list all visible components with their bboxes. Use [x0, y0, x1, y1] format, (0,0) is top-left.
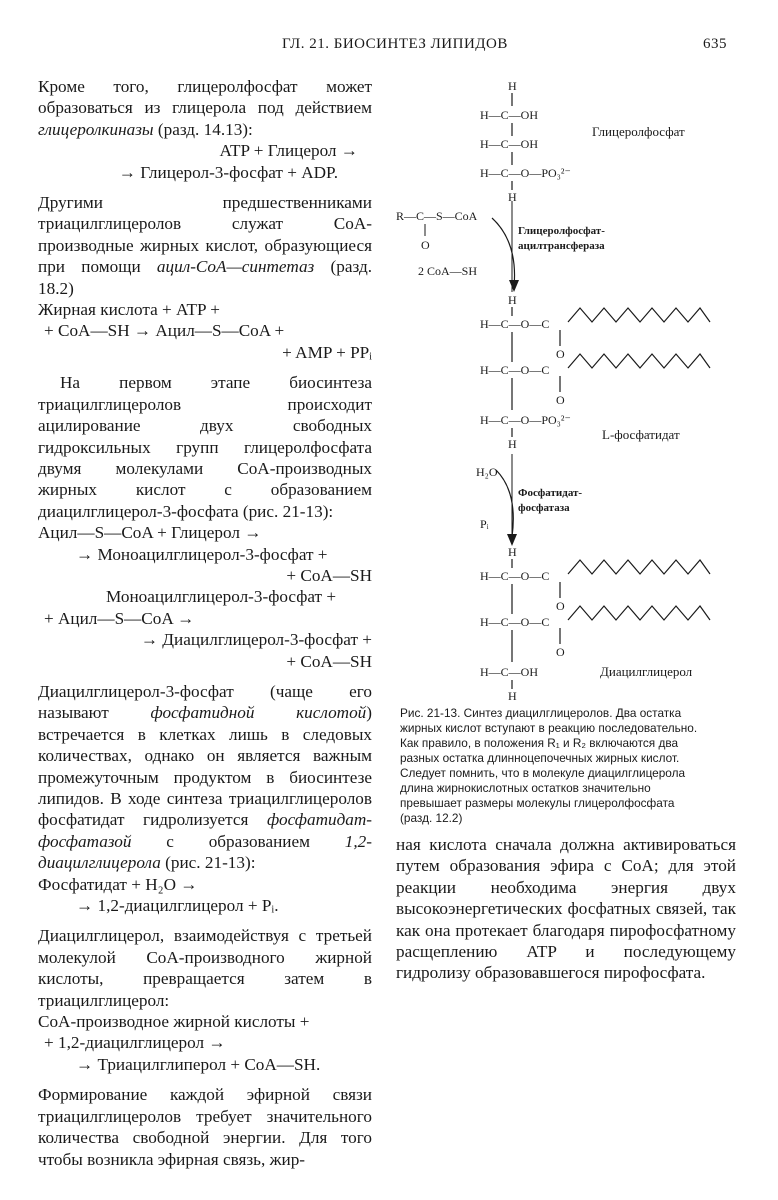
- svg-text:H—C—O—C: H—C—O—C: [480, 363, 550, 377]
- left-column: [38, 76, 372, 1170]
- svg-text:H—C—O—C: H—C—O—C: [480, 317, 550, 331]
- equation-line: → 1,2-диацилглицерол + Pᵢ.: [76, 896, 279, 916]
- svg-text:O: O: [556, 645, 565, 659]
- svg-text:O: O: [556, 599, 565, 613]
- equation-line: Ацил—S—CoA + Глицерол →: [38, 523, 262, 543]
- acyl-coa: R—C—S—CoA: [396, 209, 478, 223]
- equation-line: → Триацилглиперол + CoA—SH.: [76, 1054, 321, 1074]
- svg-text:H—C—O—C: H—C—O—C: [480, 569, 550, 583]
- running-header-title: ГЛ. 21. БИОСИНТЕЗ ЛИПИДОВ: [282, 36, 508, 52]
- label-glycerolphosphate: Глицеролфосфат: [592, 124, 685, 139]
- svg-text:O: O: [556, 347, 565, 361]
- right-column-paragraph: ная кислота сначала должна активироваться путем образования эфира с CoA; для этой реакции необходима энергия двух высокоэнергетических фосфатных связей, так как она протекает благодаря пирофосфатному расщеплению ATP и последующему гидролизу образовавшегося пирофосфата.: [396, 835, 736, 983]
- svg-text:H—C—OH: H—C—OH: [480, 137, 539, 151]
- enzyme2: Фосфатидат-: [518, 487, 583, 499]
- coa-sh: 2 CoA—SH: [418, 264, 478, 278]
- figure-caption: Рис. 21-13. Синтез диацилглицеролов. Два остатка жирных кислот вступают в реакцию последовательно. Как правило, в положения R₁ и R₂ включаются два разных остатка длинноцепочечных жирных кислот. Следует помнить, что в молекуле диацилглицерола длина жирнокислотных остатков значительно превышает размеры молекулы глицеролфосфата (разд. 12.2): [400, 706, 698, 825]
- equation-line: + CoA—SH: [286, 565, 372, 585]
- svg-text:H—C—O—PO₃²⁻: H—C—O—PO₃²⁻: [480, 413, 571, 427]
- equation-line: Жирная кислота + ATP +: [38, 300, 220, 320]
- svg-text:фосфатаза: фосфатаза: [518, 502, 570, 514]
- svg-text:H: H: [508, 293, 517, 307]
- equation-line: + CoA—SH → Ацил—S—CoA +: [44, 321, 285, 341]
- carbonyl-oxygen: O: [421, 238, 430, 252]
- svg-text:H—C—O—C: H—C—O—C: [480, 615, 550, 629]
- phosphate: Pᵢ: [480, 517, 489, 531]
- reaction-figure: [388, 82, 738, 702]
- svg-text:H: H: [508, 190, 517, 204]
- equation-line: → Моноацилглицерол-3-фосфат +: [76, 544, 328, 564]
- equation-line: + AMP + PPᵢ: [282, 342, 372, 362]
- equation-line: → Глицерол-3-фосфат + ADP.: [118, 162, 338, 182]
- equation-line: ATP + Глицерол →: [219, 141, 358, 161]
- label-diacylglycerol: Диацилглицерол: [600, 664, 693, 679]
- equation-line: + 1,2-диацилглицерол →: [44, 1033, 226, 1053]
- paragraph: Диацилглицерол-3-фосфат (чаще его называют фосфатидной кислотой) встречается в клетках лишь в следовых количествах, однако он является важным промежуточным продуктом в биосинтезе липидов. В ходе синтеза триацилглицеролов фосфатидат гидролизуется фосфатидат-фосфатазой с образованием 1,2-диацилглицерола (рис. 21-13):: [38, 681, 372, 873]
- paragraph: Кроме того, глицеролфосфат может образоваться из глицерола под действием глицеролкиназы (разд. 14.13):: [38, 77, 372, 139]
- paragraph: Формирование каждой эфирной связи триацилглицеролов требует значительного количества свободной энергии. Для того чтобы возникла эфирная связь, жир-: [38, 1085, 372, 1169]
- svg-text:H: H: [508, 437, 517, 451]
- equation-line: + Ацил—S—CoA →: [44, 608, 195, 628]
- svg-text:H—C—OH: H—C—OH: [480, 108, 539, 122]
- svg-text:H: H: [508, 545, 517, 559]
- equation-line: → Диацилглицерол-3-фосфат +: [140, 630, 372, 650]
- equation-line: + CoA—SH: [286, 651, 372, 671]
- equation-line: Фосфатидат + H₂O →: [38, 874, 198, 894]
- svg-text:H—C—OH: H—C—OH: [480, 665, 539, 679]
- water: H₂O: [476, 465, 498, 479]
- reaction-arrow-2: [496, 470, 513, 537]
- svg-text:ацилтрансфераза: ацилтрансфераза: [518, 240, 605, 252]
- page-number: 635: [703, 36, 727, 52]
- equation-line: CoA-производное жирной кислоты +: [38, 1012, 310, 1032]
- svg-text:H: H: [508, 689, 517, 702]
- paragraph: Диацилглицерол, взаимодействуя с третьей молекулой CoA-производного жирной кислоты, превращается затем в триацилглицерол:: [38, 926, 372, 1010]
- paragraph: На первом этапе биосинтеза триацилглицеролов происходит ацилирование двух свободных гидроксильных групп глицеролфосфата двумя молекулами CoA-производных жирных кислот с образованием диацилглицерол-3-фосфата (рис. 21-13):: [38, 373, 372, 521]
- structure-glycerolphosphate: [480, 82, 571, 204]
- svg-text:H—C—O—PO₃²⁻: H—C—O—PO₃²⁻: [480, 166, 571, 180]
- reaction-arrow-1: [492, 218, 515, 287]
- label-phosphatidate: L-фосфатидат: [602, 427, 680, 442]
- paragraph: Другими предшественниками триацилглицеролов служат CoA-производные жирных кислот, образующиеся при помощи ацил-CoA—синтетаз (разд. 18.2): [38, 193, 372, 298]
- equation-line: Моноацилглицерол-3-фосфат +: [106, 587, 337, 607]
- enzyme1: Глицеролфосфат-: [518, 225, 605, 237]
- svg-text:O: O: [556, 393, 565, 407]
- svg-text:H: H: [508, 82, 517, 93]
